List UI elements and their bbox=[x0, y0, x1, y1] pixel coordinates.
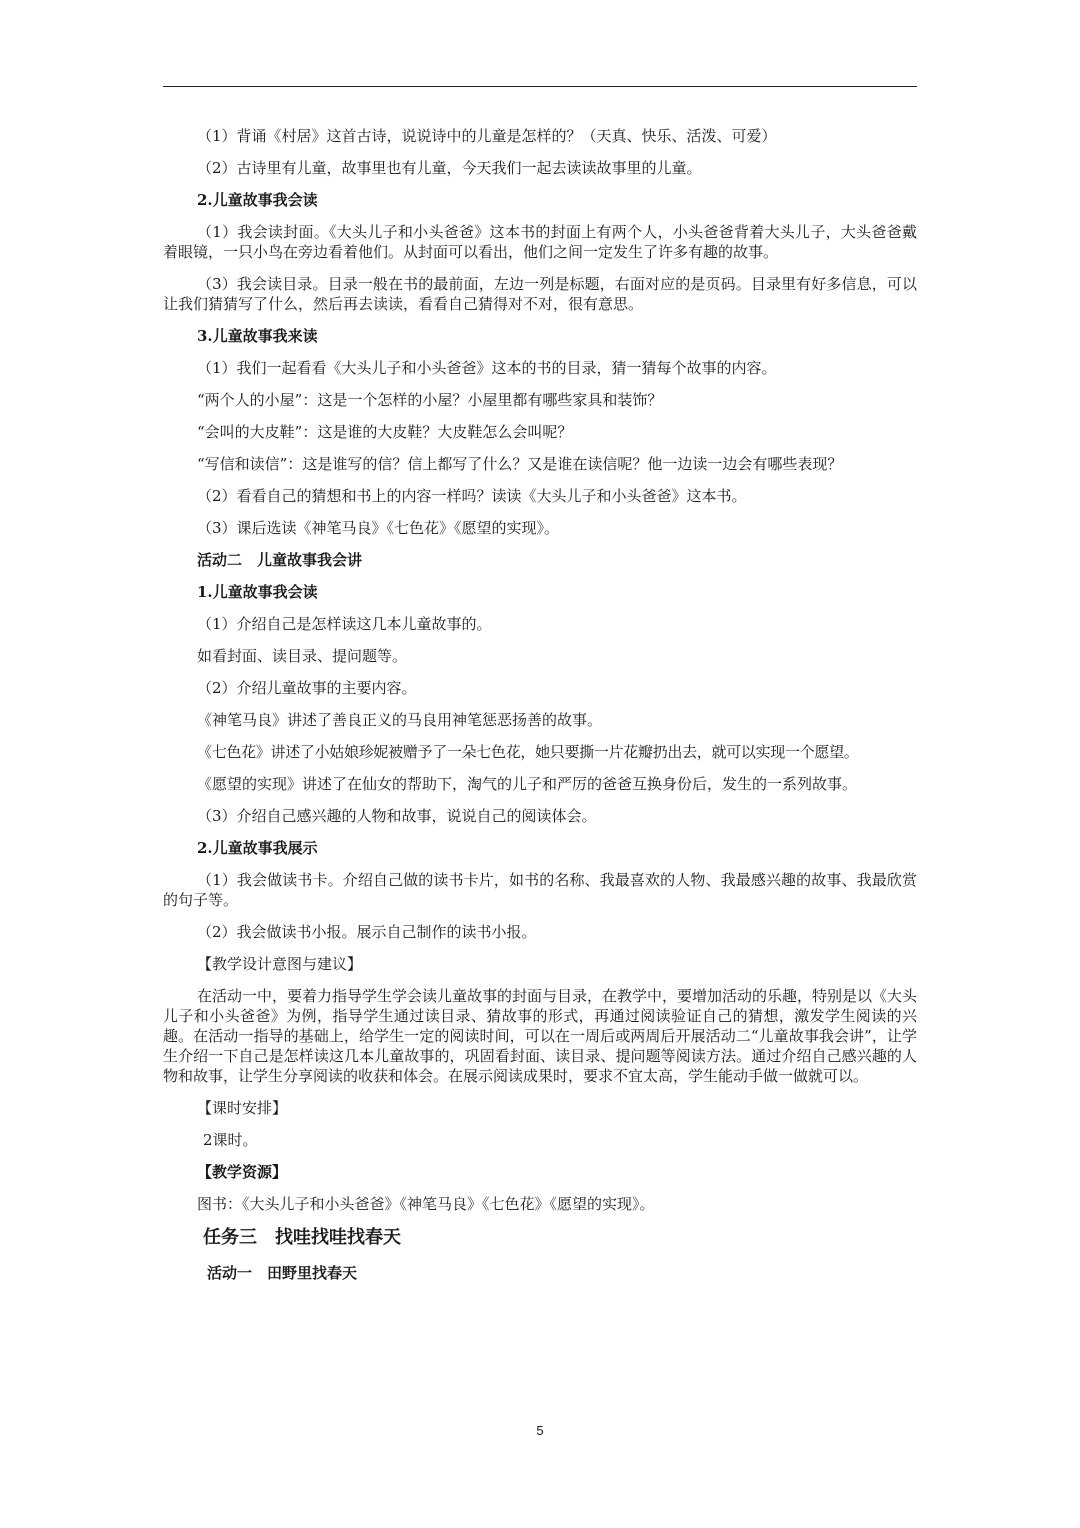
page-number: 5 bbox=[536, 1423, 544, 1438]
paragraph: 《愿望的实现》讲述了在仙女的帮助下，淘气的儿子和严厉的爸爸互换身份后，发生的一系列故事。 bbox=[197, 775, 858, 793]
paragraph: （1）我会做读书卡。介绍自己做的读书卡片，如书的名称、我最喜欢的人物、我最感兴趣的故事、我最欣赏的句子等。 bbox=[163, 871, 917, 909]
paragraph: 《七色花》讲述了小姑娘珍妮被赠予了一朵七色花，她只要撕一片花瓣扔出去，就可以实现一个愿望。 bbox=[197, 743, 859, 761]
paragraph: （1）背诵《村居》这首古诗，说说诗中的儿童是怎样的？（天真、快乐、活泼、可爱） bbox=[197, 127, 777, 145]
paragraph: （3）介绍自己感兴趣的人物和故事，说说自己的阅读体会。 bbox=[197, 807, 597, 825]
resources-heading: 【教学资源】 bbox=[197, 1163, 288, 1181]
paragraph: （3）课后选读《神笔马良》《七色花》《愿望的实现》。 bbox=[197, 519, 560, 537]
paragraph: 《神笔马良》讲述了善良正义的马良用神笔惩恶扬善的故事。 bbox=[197, 711, 603, 729]
section-heading: 2.儿童故事我展示 bbox=[197, 839, 318, 857]
design-intent-heading: 【教学设计意图与建议】 bbox=[197, 955, 363, 973]
document-body bbox=[163, 126, 918, 1283]
section-heading: 2.儿童故事我会读 bbox=[197, 191, 318, 209]
schedule-heading: 【课时安排】 bbox=[197, 1099, 288, 1117]
paragraph: “会叫的大皮鞋”：这是谁的大皮鞋？大皮鞋怎么会叫呢？ bbox=[197, 423, 573, 441]
activity-heading: 活动二 儿童故事我会讲 bbox=[197, 551, 363, 569]
schedule-text: 2课时。 bbox=[203, 1131, 258, 1149]
paragraph: （1）我们一起看看《大头儿子和小头爸爸》这本的书的目录，猜一猜每个故事的内容。 bbox=[197, 359, 777, 377]
paragraph: 如看封面、读目录、提问题等。 bbox=[197, 647, 408, 665]
paragraph: （2）我会做读书小报。展示自己制作的读书小报。 bbox=[197, 923, 537, 941]
paragraph: （2）看看自己的猜想和书上的内容一样吗？读读《大头儿子和小头爸爸》这本书。 bbox=[197, 487, 747, 505]
resources-text: 图书：《大头儿子和小头爸爸》《神笔马良》《七色花》《愿望的实现》。 bbox=[197, 1195, 655, 1213]
activity-subheading: 活动一 田野里找春天 bbox=[207, 1264, 358, 1282]
paragraph: “写信和读信”：这是谁写的信？信上都写了什么？又是谁在读信呢？他一边读一边会有哪些表现？ bbox=[197, 455, 843, 473]
paragraph: （1）介绍自己是怎样读这几本儿童故事的。 bbox=[197, 615, 492, 633]
task-heading: 任务三 找哇找哇找春天 bbox=[203, 1227, 401, 1248]
paragraph: （1）我会读封面。《大头儿子和小头爸爸》这本书的封面上有两个人，小头爸爸背着大头儿子，大头爸爸戴着眼镜，一只小鸟在旁边看着他们。从封面可以看出，他们之间一定发生了许多有趣的故事。 bbox=[163, 223, 917, 261]
paragraph: “两个人的小屋”：这是一个怎样的小屋？小屋里都有哪些家具和装饰？ bbox=[197, 391, 663, 409]
section-heading: 3.儿童故事我来读 bbox=[197, 327, 318, 345]
design-intent-body: 在活动一中，要着力指导学生学会读儿童故事的封面与目录，在教学中，要增加活动的乐趣，特别是以《大头儿子和小头爸爸》为例，指导学生通过读目录、猜故事的形式，再通过阅读验证自己的猜想，激发学生阅读的兴趣。在活动一指导的基础上，给学生一定的阅读时间，可以在一周后或两周后开展活动二“儿童故事我会讲”，让学生介绍一下自己是怎样读这几本儿童故事的，巩固看封面、读目录、提问题等阅读方法。通过介绍自己感兴趣的人物和故事，让学生分享阅读的收获和体会。在展示阅读成果时，要求不宜太高，学生能动手做一做就可以。 bbox=[163, 987, 918, 1085]
header-rule bbox=[163, 86, 917, 87]
paragraph: （3）我会读目录。目录一般在书的最前面，左边一列是标题，右面对应的是页码。目录里有好多信息，可以让我们猜猜写了什么，然后再去读读，看看自己猜得对不对，很有意思。 bbox=[163, 275, 917, 313]
section-heading: 1.儿童故事我会读 bbox=[197, 583, 318, 601]
paragraph: （2）古诗里有儿童，故事里也有儿童，今天我们一起去读读故事里的儿童。 bbox=[197, 159, 702, 177]
paragraph: （2）介绍儿童故事的主要内容。 bbox=[197, 679, 417, 697]
